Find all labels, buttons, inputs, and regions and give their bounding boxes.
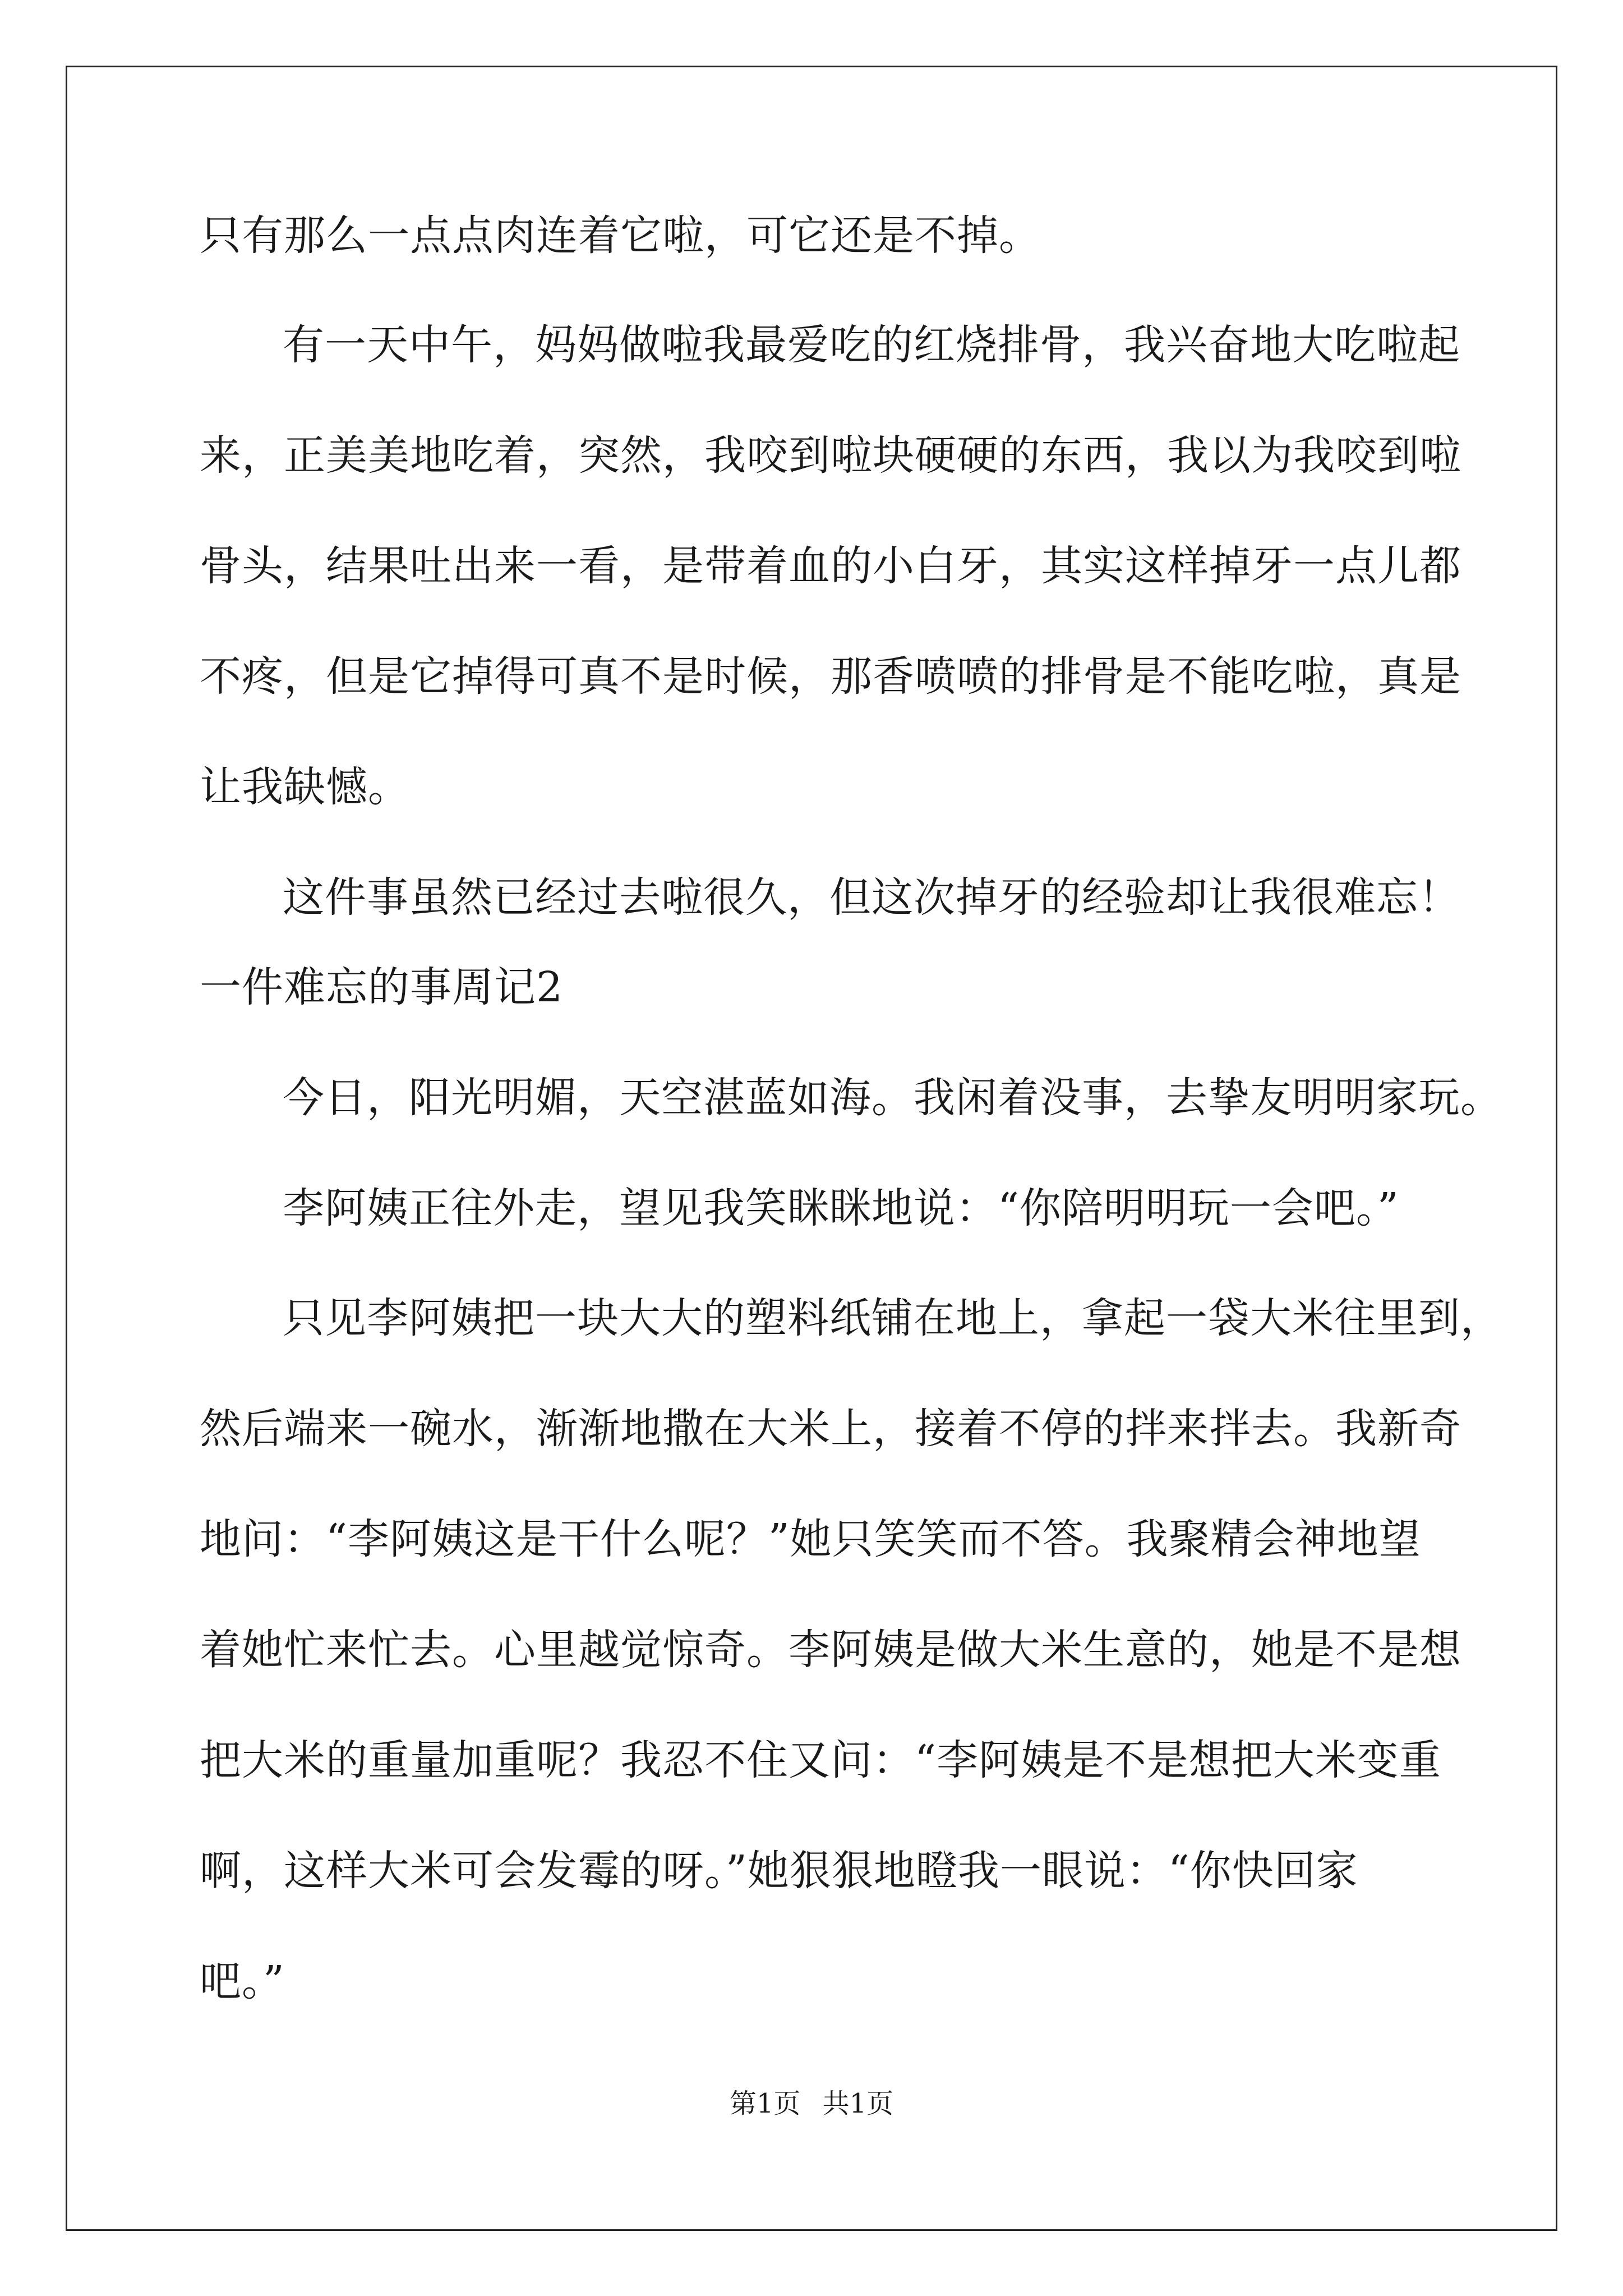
paragraph-line: 李阿姨正往外走，望见我笑眯眯地说：“你陪明明玩一会吧。” — [283, 1184, 1399, 1232]
paragraph-line: 只有那么一点点肉连着它啦，可它还是不掉。 — [200, 211, 1041, 260]
section-heading: 一件难忘的事周记2 — [200, 963, 564, 1011]
page-border — [66, 66, 1557, 2231]
paragraph-line: 来，正美美地吃着，突然，我咬到啦块硬硬的东西，我以为我咬到啦 — [200, 431, 1461, 480]
paragraph-line: 今日，阳光明媚，天空湛蓝如海。我闲着没事，去挚友明明家玩。 — [283, 1074, 1502, 1122]
page-total: 共1页 — [822, 2088, 894, 2119]
paragraph-line: 这件事虽然已经过去啦很久，但这次掉牙的经验却让我很难忘！ — [283, 873, 1460, 922]
paragraph-line: 啊，这样大米可会发霉的呀。”她狠狠地瞪我一眼说：“你快回家 — [200, 1847, 1358, 1895]
paragraph-line: 让我缺憾。 — [200, 763, 410, 811]
paragraph-line: 着她忙来忙去。心里越觉惊奇。李阿姨是做大米生意的，她是不是想 — [200, 1626, 1461, 1674]
page-number: 第1页 — [729, 2088, 801, 2119]
paragraph-line: 有一天中午，妈妈做啦我最爱吃的红烧排骨，我兴奋地大吃啦起 — [283, 321, 1460, 369]
paragraph-line: 不疼，但是它掉得可真不是时候，那香喷喷的排骨是不能吃啦，真是 — [200, 652, 1461, 701]
paragraph-line: 把大米的重量加重呢？我忍不住又问：“李阿姨是不是想把大米变重 — [200, 1736, 1441, 1784]
paragraph-line: 骨头，结果吐出来一看，是带着血的小白牙，其实这样掉牙一点儿都 — [200, 542, 1461, 590]
page-footer — [0, 2087, 1623, 2120]
paragraph-line: 地问：“李阿姨这是干什么呢？”她只笑笑而不答。我聚精会神地望 — [200, 1515, 1421, 1563]
paragraph-line: 只见李阿姨把一块大大的塑料纸铺在地上，拿起一袋大米往里到， — [283, 1294, 1502, 1342]
paragraph-line: 然后端来一碗水，渐渐地撒在大米上，接着不停的拌来拌去。我新奇 — [200, 1405, 1461, 1453]
paragraph-line: 吧。” — [200, 1957, 285, 2005]
